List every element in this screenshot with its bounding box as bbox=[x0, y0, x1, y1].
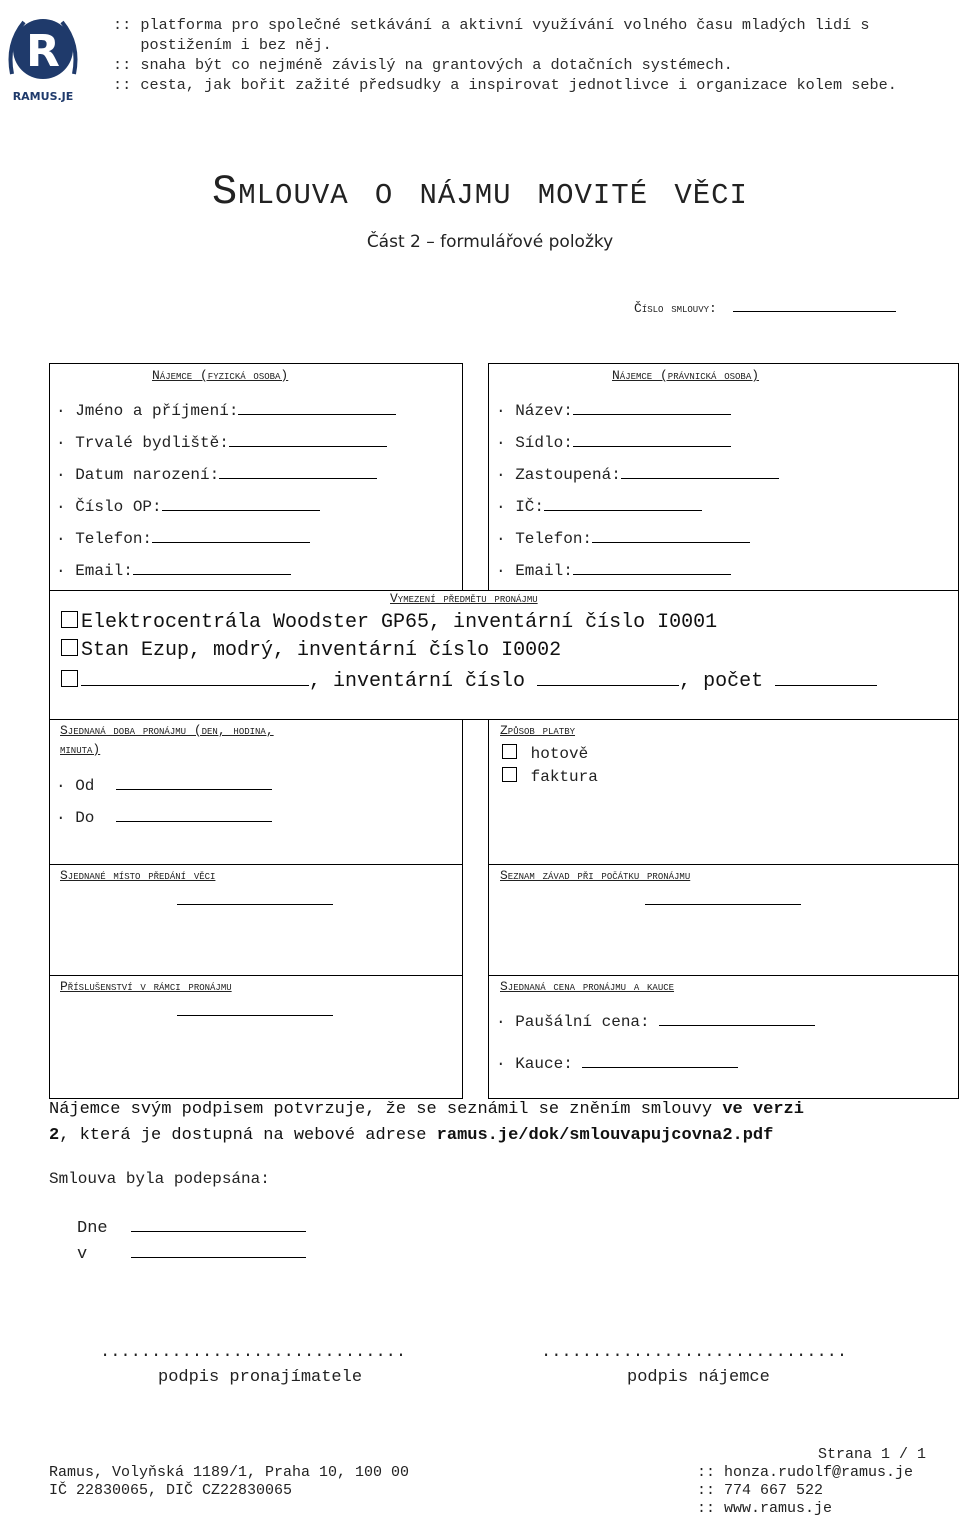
represented-input[interactable] bbox=[621, 464, 779, 479]
accessories-input[interactable] bbox=[177, 1001, 333, 1016]
price-deposit: · Kauce: bbox=[496, 1053, 738, 1073]
subject-item-1: Elektrocentrála Woodster GP65, inventární číslo I0001 bbox=[61, 611, 717, 634]
footer-web[interactable]: :: www.ramus.je bbox=[697, 1500, 833, 1517]
motto-line: :: platforma pro společné setkávání a aktivní využívání volného času mladých lidí s bbox=[113, 16, 870, 34]
motto bbox=[113, 15, 943, 95]
field-company-email: · Email: bbox=[496, 560, 731, 580]
contract-number-label: Číslo smlouvy: bbox=[634, 301, 717, 316]
place-heading: Sjednané místo předání věci bbox=[60, 868, 216, 883]
footer-address: Ramus, Volyňská 1189/1, Praha 10, 100 00 bbox=[49, 1464, 410, 1481]
field-company-phone: · Telefon: bbox=[496, 528, 750, 548]
footer-phone: :: 774 667 522 bbox=[697, 1482, 824, 1499]
signed-date: Dne bbox=[77, 1217, 306, 1238]
motto-line: postižením i bez něj. bbox=[113, 36, 332, 54]
document-subtitle: Část 2 – formulářové položky bbox=[366, 232, 614, 252]
period-to: · Do bbox=[56, 807, 272, 827]
company-email-input[interactable] bbox=[573, 560, 731, 575]
field-phone: · Telefon: bbox=[56, 528, 310, 548]
birthdate-input[interactable] bbox=[219, 464, 377, 479]
checkbox[interactable] bbox=[61, 670, 78, 687]
motto-line: :: snaha být co nejméně závislý na grantových a dotačních systémech. bbox=[113, 56, 733, 74]
document-title: Smlouva o nájmu movité věci bbox=[212, 168, 748, 216]
custom-item-input[interactable] bbox=[81, 667, 309, 686]
field-name: · Jméno a příjmení: bbox=[56, 400, 396, 420]
price-flat-input[interactable] bbox=[659, 1011, 815, 1026]
checkbox[interactable] bbox=[502, 767, 517, 782]
footer-email[interactable]: :: honza.rudolf@ramus.je bbox=[697, 1464, 914, 1481]
signature-lessor-label: podpis pronajímatele bbox=[158, 1368, 363, 1387]
signature-tenant-label: podpis nájemce bbox=[627, 1368, 770, 1387]
field-seat: · Sídlo: bbox=[496, 432, 731, 452]
name-input[interactable] bbox=[238, 400, 396, 415]
footer-ids: IČ 22830065, DIČ CZ22830065 bbox=[49, 1482, 293, 1499]
ico-input[interactable] bbox=[544, 496, 702, 511]
field-birthdate: · Datum narození: bbox=[56, 464, 377, 484]
custom-count-input[interactable] bbox=[775, 667, 877, 686]
checkbox[interactable] bbox=[502, 744, 517, 759]
signed-place-input[interactable] bbox=[131, 1243, 306, 1258]
period-to-input[interactable] bbox=[116, 807, 272, 822]
subject-heading: Vymezení předmětu pronájmu bbox=[390, 591, 538, 606]
payment-heading: Způsob platby bbox=[500, 723, 576, 738]
price-flat: · Paušální cena: bbox=[496, 1011, 815, 1031]
signed-place: v bbox=[77, 1243, 306, 1264]
field-company-name: · Název: bbox=[496, 400, 731, 420]
signed-date-input[interactable] bbox=[131, 1217, 306, 1232]
field-email: · Email: bbox=[56, 560, 291, 580]
logo-text: RAMUS.JE bbox=[12, 90, 74, 103]
statement-url[interactable]: ramus.je/dok/smlouvapujcovna2.pdf bbox=[436, 1126, 774, 1145]
field-ico: · IČ: bbox=[496, 496, 702, 516]
accessories-heading: Příslušenství v rámci pronájmu bbox=[60, 979, 232, 994]
signature-dots-tenant: .............................. bbox=[541, 1343, 848, 1362]
field-residence: · Trvalé bydliště: bbox=[56, 432, 387, 452]
price-heading: Sjednaná cena pronájmu a kauce bbox=[500, 979, 675, 994]
period-heading: Sjednaná doba pronájmu (den, hodina, bbox=[60, 723, 274, 738]
payment-cash: hotově bbox=[502, 744, 588, 763]
checkbox[interactable] bbox=[61, 639, 78, 656]
payment-box bbox=[488, 719, 959, 865]
field-represented: · Zastoupená: bbox=[496, 464, 779, 484]
phone-input[interactable] bbox=[152, 528, 310, 543]
tenant-person-heading: Nájemce (fyzická osoba) bbox=[152, 368, 289, 383]
residence-input[interactable] bbox=[229, 432, 387, 447]
email-input[interactable] bbox=[133, 560, 291, 575]
place-input[interactable] bbox=[177, 890, 333, 905]
price-deposit-input[interactable] bbox=[582, 1053, 738, 1068]
contract-number-field[interactable] bbox=[733, 297, 896, 312]
subject-item-custom: , inventární číslo , počet bbox=[61, 667, 877, 693]
contract-number bbox=[634, 297, 896, 316]
period-from-input[interactable] bbox=[116, 775, 272, 790]
custom-inventory-input[interactable] bbox=[537, 667, 679, 686]
page-number: Strana 1 / 1 bbox=[818, 1446, 927, 1463]
field-id-card: · Číslo OP: bbox=[56, 496, 320, 516]
motto-line: :: cesta, jak bořit zažité předsudky a inspirovat jednotlivce i organizace kolem sebe. bbox=[113, 76, 897, 94]
statement: Nájemce svým podpisem potvrzuje, že se seznámil se zněním smlouvy ve verzi 2, která je dostupná na webové adrese ramus.je/dok/smlouvapujcovna2.pdf bbox=[49, 1100, 804, 1145]
id-card-input[interactable] bbox=[162, 496, 320, 511]
company-phone-input[interactable] bbox=[592, 528, 750, 543]
period-from: · Od bbox=[56, 775, 272, 795]
defects-input[interactable] bbox=[645, 890, 801, 905]
payment-invoice: faktura bbox=[502, 767, 598, 786]
company-name-input[interactable] bbox=[573, 400, 731, 415]
checkbox[interactable] bbox=[61, 611, 78, 628]
signature-dots-lessor: .............................. bbox=[100, 1343, 407, 1362]
tenant-company-heading: Nájemce (právnická osoba) bbox=[612, 368, 760, 383]
signed-label: Smlouva byla podepsána: bbox=[49, 1170, 270, 1188]
ramus-logo bbox=[2, 4, 84, 104]
period-heading-2: minuta) bbox=[60, 742, 101, 757]
defects-heading: Seznam závad při počátku pronájmu bbox=[500, 868, 691, 883]
seat-input[interactable] bbox=[573, 432, 731, 447]
subject-item-2: Stan Ezup, modrý, inventární číslo I0002 bbox=[61, 639, 561, 662]
logo-letter: R bbox=[26, 26, 60, 77]
